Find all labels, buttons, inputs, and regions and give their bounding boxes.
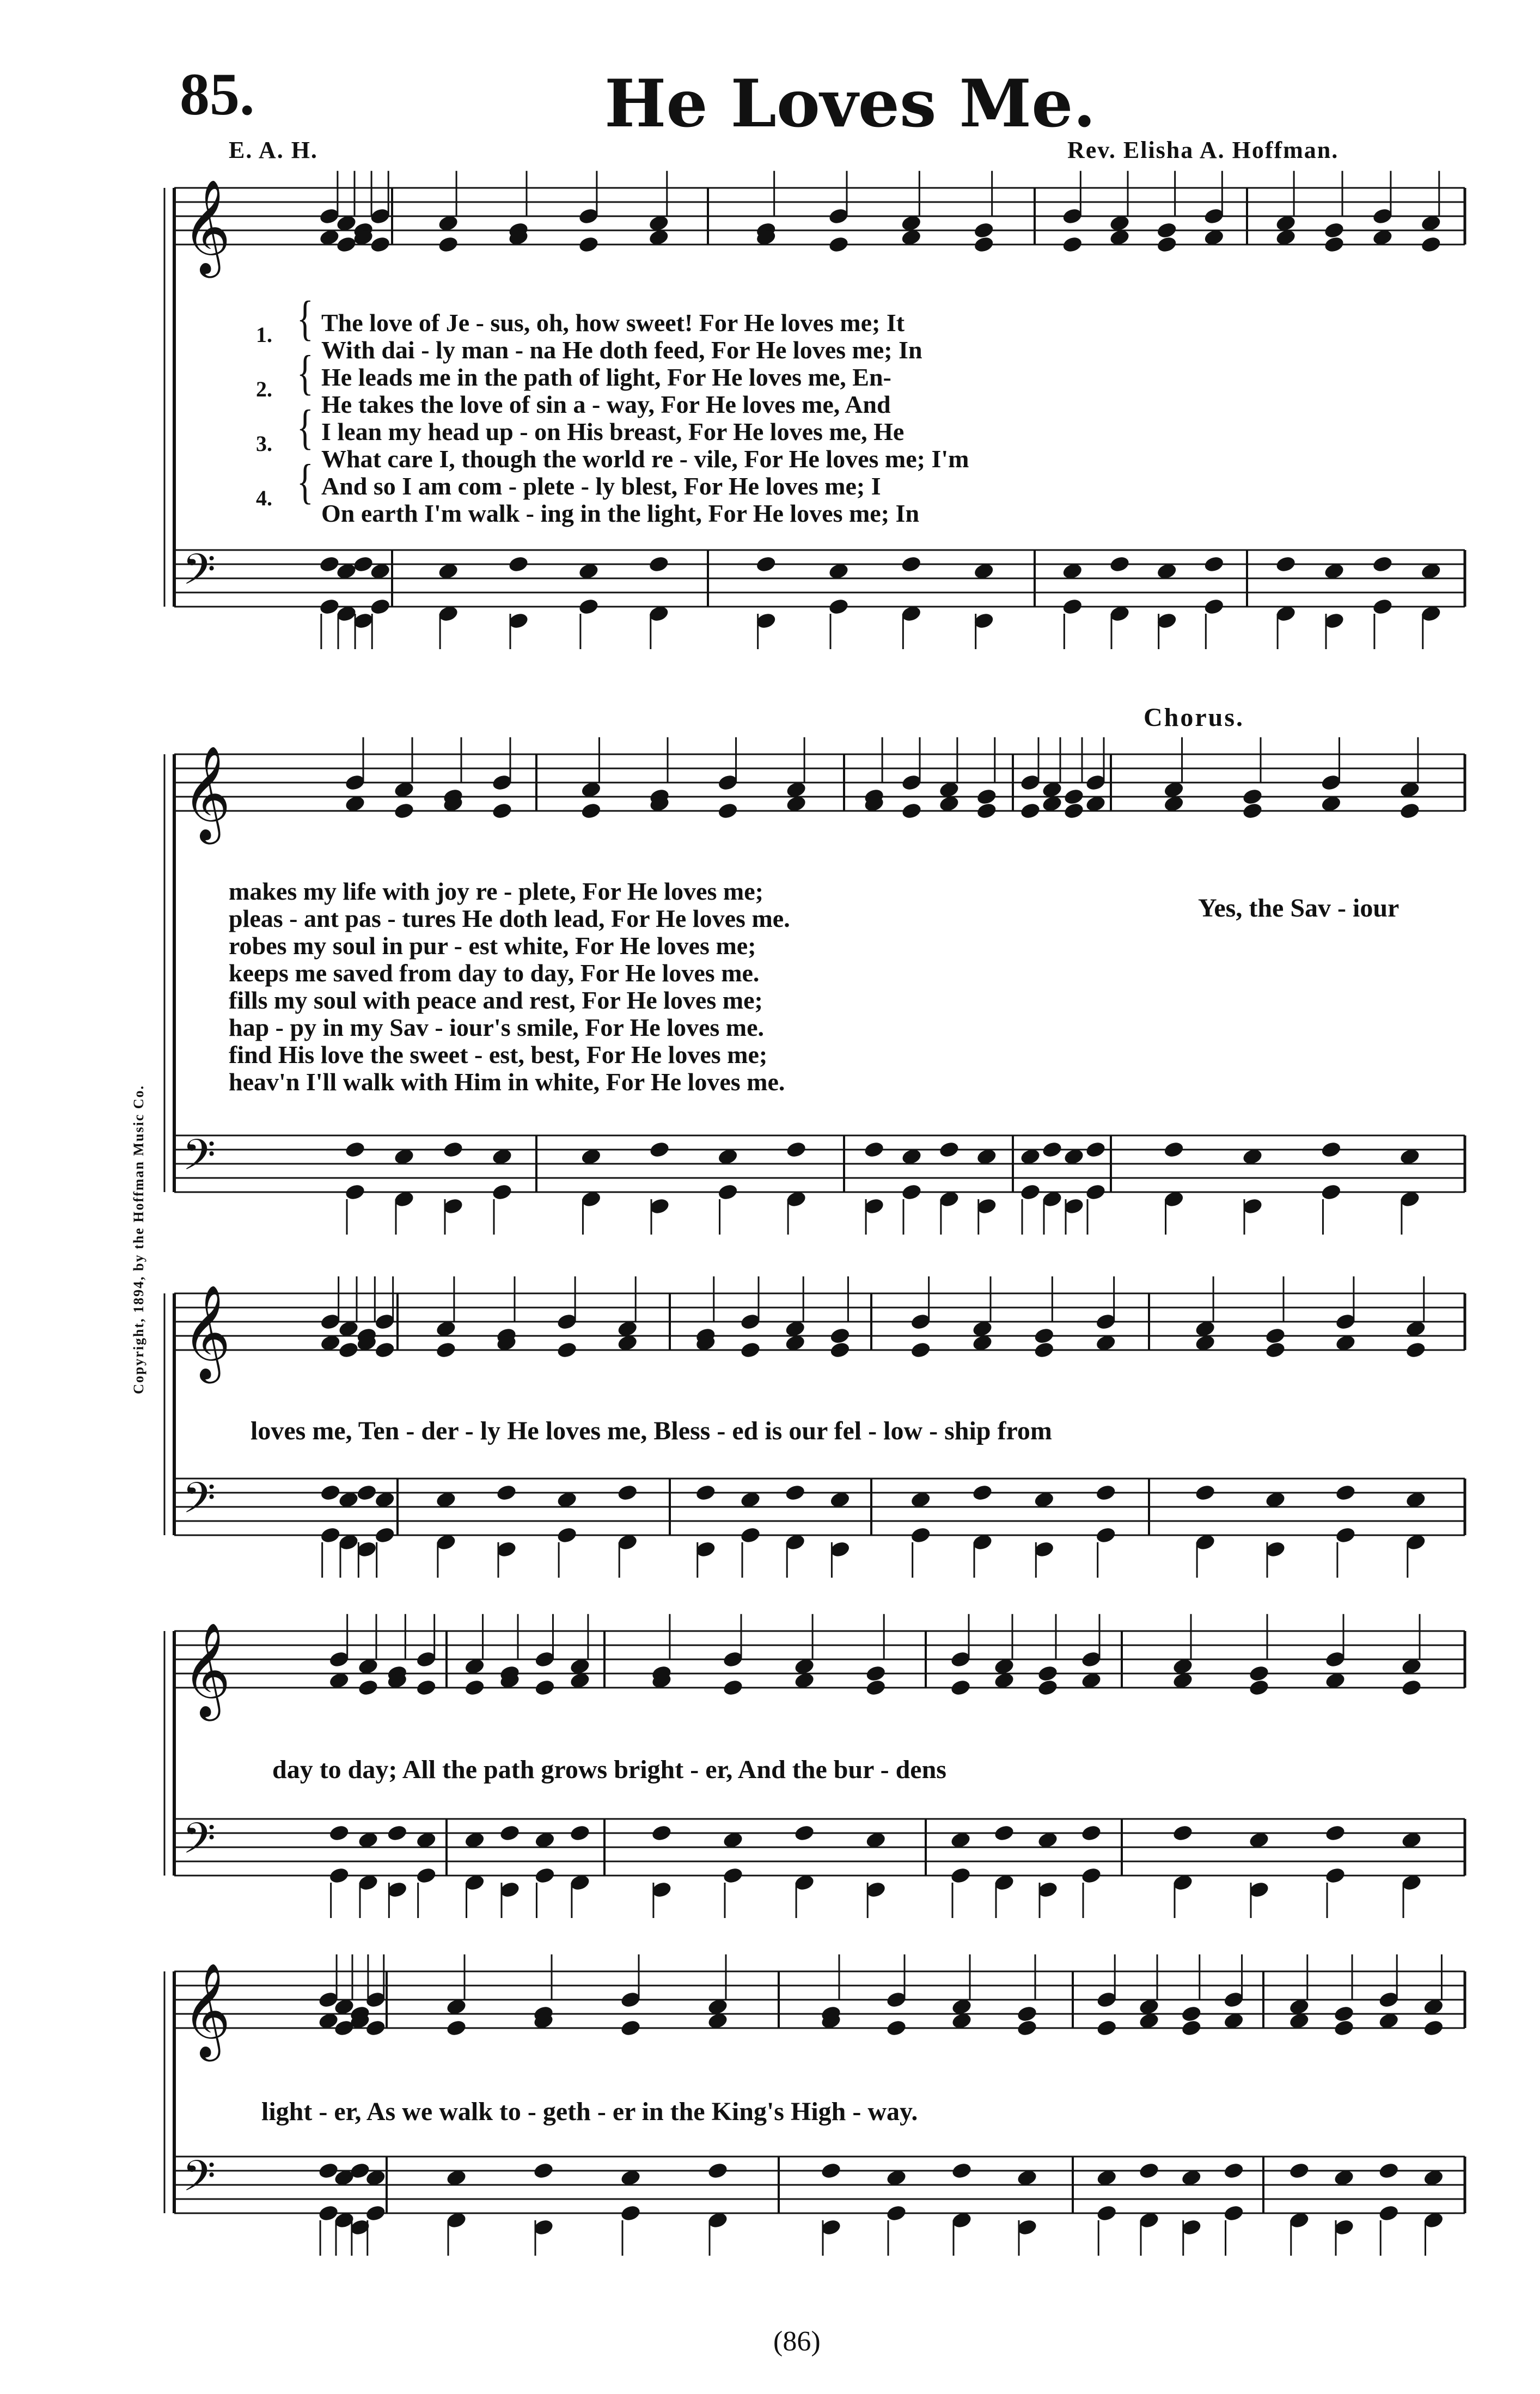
note-head — [1061, 235, 1083, 254]
hymn-title: He Loves Me. — [604, 65, 1096, 142]
note-head — [1320, 1140, 1342, 1159]
note-head — [1242, 787, 1263, 806]
note-head — [569, 1824, 591, 1842]
note-head — [442, 1140, 464, 1159]
note-head — [1016, 2019, 1038, 2037]
note-head — [620, 2204, 641, 2222]
note-head — [1019, 802, 1041, 820]
note-head — [901, 802, 922, 820]
note-head — [1085, 1140, 1107, 1159]
note-head — [1033, 1327, 1055, 1345]
note-head — [445, 2019, 467, 2037]
note-head — [374, 1341, 396, 1359]
note-head — [365, 2204, 387, 2222]
note-head — [1156, 235, 1178, 254]
note-head — [1061, 597, 1083, 616]
note-head — [320, 1526, 341, 1544]
note-head — [1095, 1526, 1117, 1544]
note-head — [1378, 2161, 1400, 2180]
note-head — [651, 1824, 673, 1842]
note-head — [319, 597, 340, 616]
verse-ending: fills my soul with peace and rest, For He loves me; — [229, 986, 763, 1014]
note-head — [829, 1341, 851, 1359]
note-head — [951, 2161, 973, 2180]
treble-clef-icon: 𝄞 — [182, 746, 231, 840]
note-head — [437, 235, 459, 254]
note-head — [717, 802, 738, 820]
note-head — [1242, 802, 1263, 820]
note-head — [722, 1866, 744, 1885]
music-credit: Rev. Elisha A. Hoffman. — [1067, 137, 1339, 163]
note-head — [973, 235, 995, 254]
note-head — [1264, 1327, 1286, 1345]
verse-line: He leads me in the path of light, For He loves me, En- — [321, 363, 891, 391]
note-head — [1264, 1341, 1286, 1359]
verse-ending: robes my soul in pur - est white, For He loves me; — [229, 932, 756, 960]
verse-number: 3. — [256, 431, 272, 456]
note-head — [1156, 221, 1178, 240]
note-head — [1378, 2204, 1400, 2222]
treble-clef-icon: 𝄞 — [182, 179, 231, 274]
note-head — [1288, 2161, 1310, 2180]
note-head — [971, 1483, 993, 1502]
note-head — [1019, 1183, 1041, 1201]
note-head — [1041, 1140, 1063, 1159]
note-head — [993, 1824, 1015, 1842]
verse-number: 4. — [256, 486, 272, 510]
note-head — [938, 1140, 960, 1159]
note-head — [785, 1140, 807, 1159]
note-head — [865, 1678, 887, 1697]
note-head — [1333, 2005, 1355, 2023]
note-head — [616, 1483, 638, 1502]
note-head — [1096, 2204, 1117, 2222]
note-head — [1181, 2019, 1202, 2037]
note-head — [338, 1341, 359, 1359]
note-head — [717, 1183, 738, 1201]
note-head — [319, 555, 340, 573]
note-head — [649, 1140, 670, 1159]
note-head — [580, 802, 602, 820]
note-head — [415, 1866, 437, 1885]
note-head — [885, 2204, 907, 2222]
note-head — [534, 1678, 555, 1697]
note-head — [620, 2019, 641, 2037]
chorus-lyric-line: light - er, As we walk to - geth - er in the King's High - way. — [261, 2097, 918, 2126]
note-head — [415, 1678, 437, 1697]
note-head — [1320, 1183, 1342, 1201]
note-head — [1401, 1678, 1422, 1697]
note-head — [973, 221, 995, 240]
note-head — [910, 1341, 932, 1359]
hymn-number: 85. — [180, 61, 255, 127]
note-head — [1422, 2019, 1444, 2037]
verse-line: And so I am com - plete - ly blest, For He loves me; I — [321, 472, 881, 500]
note-head — [648, 555, 670, 573]
note-head — [357, 1678, 379, 1697]
treble-clef-icon: 𝄞 — [182, 1285, 231, 1379]
note-head — [556, 1341, 578, 1359]
note-head — [1333, 2019, 1355, 2037]
note-head — [1037, 1664, 1059, 1683]
note-head — [386, 1824, 408, 1842]
note-head — [863, 1140, 885, 1159]
verse-ending: makes my life with joy re - plete, For He loves me; — [229, 877, 763, 905]
verse-number: 2. — [256, 377, 272, 401]
brace: { — [297, 454, 314, 509]
brace: { — [297, 291, 314, 345]
note-head — [369, 597, 391, 616]
note-head — [1372, 555, 1394, 573]
note-head — [335, 235, 357, 254]
note-head — [1037, 1678, 1059, 1697]
note-head — [1323, 221, 1345, 240]
brace: { — [297, 400, 314, 454]
note-head — [1095, 1483, 1117, 1502]
bass-clef-icon: 𝄢 — [182, 2152, 216, 2212]
treble-clef-icon: 𝄞 — [182, 1622, 231, 1717]
note-head — [828, 235, 850, 254]
note-head — [1372, 597, 1394, 616]
note-head — [491, 802, 513, 820]
brace: { — [297, 345, 314, 400]
note-head — [1016, 2005, 1038, 2023]
note-head — [865, 1664, 887, 1683]
chorus-label: Chorus. — [1144, 703, 1245, 732]
chorus-lyric-line: day to day; All the path grows bright - er, And the bur - dens — [272, 1755, 946, 1784]
note-head — [1080, 1824, 1102, 1842]
verse-number: 1. — [256, 322, 272, 347]
note-head — [556, 1526, 578, 1544]
note-head — [328, 1866, 350, 1885]
note-head — [320, 1483, 341, 1502]
note-head — [534, 1866, 555, 1885]
note-head — [1080, 1866, 1102, 1885]
verse-line: On earth I'm walk - ing in the light, For He loves me; In — [321, 499, 920, 527]
note-head — [435, 1341, 457, 1359]
chorus-lyric-line: Yes, the Sav - iour — [1198, 894, 1400, 923]
note-head — [1223, 2204, 1244, 2222]
note-head — [740, 1526, 761, 1544]
note-head — [1203, 597, 1225, 616]
verse-ending: heav'n I'll walk with Him in white, For He loves me. — [229, 1068, 785, 1096]
verse-ending: find His love the sweet - est, best, For He loves me; — [229, 1041, 768, 1068]
note-head — [976, 787, 998, 806]
verse-ending: pleas - ant pas - tures He doth lead, For He loves me. — [229, 905, 790, 932]
note-head — [722, 1678, 744, 1697]
note-head — [1063, 787, 1085, 806]
note-head — [910, 1526, 932, 1544]
note-head — [356, 1483, 377, 1502]
note-head — [1248, 1678, 1270, 1697]
verse-line: He takes the love of sin a - way, For He loves me, And — [321, 390, 891, 418]
note-head — [578, 597, 600, 616]
page-number: (86) — [773, 2326, 821, 2357]
note-head — [1181, 2005, 1202, 2023]
note-head — [374, 1526, 396, 1544]
note-head — [950, 1866, 971, 1885]
verse-ending: keeps me saved from day to day, For He loves me. — [229, 959, 760, 987]
note-head — [740, 1341, 761, 1359]
note-head — [463, 1678, 485, 1697]
note-head — [707, 2161, 729, 2180]
note-head — [755, 555, 777, 573]
note-head — [976, 802, 998, 820]
bass-clef-icon: 𝄢 — [182, 1814, 216, 1874]
verse-ending: hap - py in my Sav - iour's smile, For He loves me. — [229, 1013, 765, 1041]
note-head — [695, 1483, 717, 1502]
bass-clef-icon: 𝄢 — [182, 545, 216, 605]
note-head — [1420, 235, 1442, 254]
verse-line: What care I, though the world re - vile, For He loves me; I'm — [321, 445, 969, 473]
note-head — [1248, 1664, 1270, 1683]
note-head — [1096, 2019, 1117, 2037]
note-head — [491, 1183, 513, 1201]
note-head — [533, 2161, 554, 2180]
copyright-notice: Copyright, 1894, by the Hoffman Music Co. — [131, 1084, 146, 1394]
note-head — [369, 235, 391, 254]
note-head — [1109, 555, 1130, 573]
verse-line: I lean my head up - on His breast, For He loves me, He — [321, 418, 905, 445]
note-head — [901, 1183, 922, 1201]
verse-line: The love of Je - sus, oh, how sweet! For He loves me; It — [321, 309, 905, 337]
note-head — [1033, 1341, 1055, 1359]
note-head — [1335, 1483, 1356, 1502]
note-head — [900, 555, 922, 573]
note-head — [1172, 1824, 1194, 1842]
note-head — [1405, 1341, 1427, 1359]
note-head — [508, 555, 529, 573]
note-head — [950, 1678, 971, 1697]
note-head — [820, 2161, 842, 2180]
note-head — [1203, 555, 1225, 573]
note-head — [829, 1327, 851, 1345]
note-head — [578, 235, 600, 254]
note-head — [784, 1483, 806, 1502]
note-head — [1223, 2161, 1244, 2180]
note-head — [496, 1483, 517, 1502]
note-head — [344, 1183, 366, 1201]
note-head — [885, 2019, 907, 2037]
note-head — [1063, 802, 1085, 820]
note-head — [1324, 1866, 1346, 1885]
bass-clef-icon: 𝄢 — [182, 1131, 216, 1190]
note-head — [1163, 1140, 1184, 1159]
chorus-lyric-line: loves me, Ten - der - ly He loves me, Bless - ed is our fel - low - ship from — [250, 1416, 1052, 1445]
note-head — [1138, 2161, 1160, 2180]
note-head — [1323, 235, 1345, 254]
note-head — [793, 1824, 815, 1842]
words-credit: E. A. H. — [229, 137, 318, 163]
note-head — [328, 1824, 350, 1842]
note-head — [1085, 1183, 1107, 1201]
note-head — [352, 555, 374, 573]
note-head — [499, 1824, 521, 1842]
note-head — [393, 802, 415, 820]
verse-line: With dai - ly man - na He doth feed, For He loves me; In — [321, 336, 922, 364]
treble-clef-icon: 𝄞 — [182, 1963, 231, 2057]
note-head — [1194, 1483, 1216, 1502]
note-head — [828, 597, 850, 616]
note-head — [344, 1140, 366, 1159]
note-head — [1335, 1526, 1356, 1544]
note-head — [1275, 555, 1297, 573]
bass-clef-icon: 𝄢 — [182, 1474, 216, 1534]
note-head — [1399, 802, 1421, 820]
note-head — [1324, 1824, 1346, 1842]
